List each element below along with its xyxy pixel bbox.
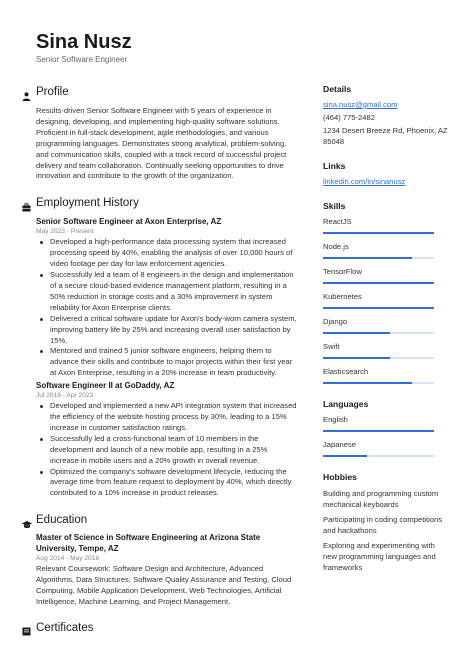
skill-name: Django <box>323 317 348 326</box>
languages-list <box>323 415 448 457</box>
education-date: Aug 2014 - May 2018 <box>36 555 100 563</box>
candidate-name: Sina Nusz <box>36 31 132 53</box>
employment-section <box>22 195 298 499</box>
resume-header <box>36 32 132 64</box>
skill-level-fill <box>323 357 390 359</box>
job-bullets <box>36 401 298 499</box>
main-column <box>22 84 298 636</box>
education-heading <box>22 512 298 528</box>
certificates-section <box>22 620 298 636</box>
skill-item <box>323 317 448 334</box>
hobby-item: Building and programming custom mechanical keyboards <box>323 489 439 509</box>
hobbies-title: Hobbies <box>323 472 357 482</box>
employment-heading <box>22 195 298 211</box>
skill-item <box>323 342 448 359</box>
list-item: Successfully led a team of 8 engineers in the design and implementation of a secure cloud-based evidence management platform, resulting in a 50% reduction in storage costs and a 30% improvement in system reliability for Axon Enterprise clients. <box>36 270 298 314</box>
job-entry <box>22 216 298 379</box>
hobbies-section <box>323 472 448 573</box>
skill-level-track <box>323 307 434 309</box>
employment-title: Employment History <box>36 197 139 210</box>
job-entry <box>22 380 298 499</box>
skill-name: Elasticsearch <box>323 367 369 376</box>
hobby-item: Exploring and experimenting with new programming languages and frameworks <box>323 541 436 572</box>
job-bullets <box>36 237 298 379</box>
skill-item <box>323 217 448 234</box>
candidate-role: Senior Software Engineer <box>36 55 128 64</box>
job-title: Senior Software Engineer at Axon Enterprise, AZ <box>36 217 222 227</box>
degree-title: Master of Science in Software Engineering at Arizona State University, Tempe, AZ <box>36 533 261 554</box>
skill-name: Kubernetes <box>323 292 362 301</box>
job-date: May 2023 - Present <box>36 228 94 236</box>
languages-title: Languages <box>323 399 369 409</box>
certificate-icon <box>22 623 31 632</box>
linkedin-link[interactable]: linkedin.com/in/sinanusz <box>323 177 406 186</box>
skill-level-track <box>323 382 434 384</box>
details-title: Details <box>323 84 352 94</box>
links-title: Links <box>323 161 346 171</box>
skill-level-track <box>323 332 434 334</box>
skill-item <box>323 267 448 284</box>
profile-title: Profile <box>36 86 69 98</box>
email-link[interactable]: sina.nusz@gmail.com <box>323 100 398 109</box>
list-item: Developed and implemented a new API integration system that increased the efficiency of the website hosting process by 30%, leading to a 15% increase in customer satisfaction ratings. <box>36 401 298 434</box>
profile-section <box>22 84 298 182</box>
profile-text: Results-driven Senior Software Engineer with 5 years of experience in designing, developing, and implementing high-quality software solutions. Proficient in full-stack development, agile methodologies, and various programming languages. Demonstrates strong analytical, problem-solving, and communication skills, coupled with a track record of successful project delivery and team collaboration. Continually seeking opportunities to drive innovation and contribute to the growth of the organization. <box>36 106 287 181</box>
skill-name: Japanese <box>323 440 356 449</box>
job-title: Software Engineer II at GoDaddy, AZ <box>36 381 175 391</box>
skill-item <box>323 292 448 309</box>
profile-heading <box>22 84 298 100</box>
skill-level-fill <box>323 332 390 334</box>
list-item: Successfully led a cross-functional team of 10 members in the development and launch of a new mobile app, resulting in a 25% increase in mobile users and a 20% growth in overall revenue. <box>36 434 298 467</box>
skill-name: English <box>323 415 348 424</box>
skill-level-fill <box>323 307 434 309</box>
skill-name: Node.js <box>323 242 349 251</box>
details-section <box>323 84 448 147</box>
skill-level-fill <box>323 455 367 457</box>
skill-level-track <box>323 282 434 284</box>
skill-level-track <box>323 455 434 457</box>
certificates-heading <box>22 620 298 636</box>
skill-level-fill <box>323 232 434 234</box>
skill-item <box>323 415 448 432</box>
skills-title: Skills <box>323 201 346 211</box>
certificates-title: Certificates <box>36 621 94 634</box>
skill-name: ReactJS <box>323 217 352 226</box>
side-column <box>323 84 448 573</box>
skill-level-track <box>323 257 434 259</box>
skill-item <box>323 242 448 259</box>
education-section <box>22 512 298 608</box>
skills-section <box>323 201 448 384</box>
skill-level-track <box>323 357 434 359</box>
list-item: Developed a high-performance data processing system that increased processing speed by 40%, enabling the analysis of over 10,000 hours of video footage per day for law enforcement agencies. <box>36 237 298 270</box>
languages-section <box>323 399 448 457</box>
skill-item <box>323 367 448 384</box>
job-date: Jul 2018 - Apr 2023 <box>36 392 94 400</box>
skill-level-fill <box>323 430 434 432</box>
person-icon <box>22 88 31 97</box>
briefcase-icon <box>22 199 31 208</box>
skills-list <box>323 217 448 384</box>
skill-name: Swift <box>323 342 340 351</box>
education-text: Relevant Coursework: Software Design and Architecture, Advanced Algorithms, Data Structures, Software Quality Assurance and Testing, Cloud Computing, Mobile Application Development, Web Technologies, Artificial Intelligence, Machine Learning, and Project Management. <box>36 564 292 606</box>
skill-level-fill <box>323 257 412 259</box>
skill-level-fill <box>323 382 412 384</box>
phone-text: (464) 775-2482 <box>323 113 375 122</box>
skill-item <box>323 440 448 457</box>
hobby-item: Participating in coding competitions and hackathons <box>323 515 443 535</box>
skill-level-fill <box>323 282 434 284</box>
list-item: Delivered a critical software update for Axon's body-worn camera system, improving battery life by 25% and increasing overall user satisfaction by 15%. <box>36 314 298 347</box>
list-item: Optimized the company's software development lifecycle, reducing the average time from feature request to deployment by 40%, which directly contributed to a 10% increase in product releases. <box>36 467 298 500</box>
skill-level-track <box>323 232 434 234</box>
skill-level-track <box>323 430 434 432</box>
links-section <box>323 161 448 187</box>
list-item: Mentored and trained 5 junior software engineers, helping them to advance their skills and contribute to major projects within their first year at Axon Enterprise, resulting in a 20% increase in team productivity. <box>36 346 298 379</box>
graduation-cap-icon <box>22 516 31 525</box>
education-title: Education <box>36 514 88 527</box>
address-text: 1234 Desert Breeze Rd, Phoenix, AZ 85048 <box>323 126 448 146</box>
skill-name: TensorFlow <box>323 267 362 276</box>
